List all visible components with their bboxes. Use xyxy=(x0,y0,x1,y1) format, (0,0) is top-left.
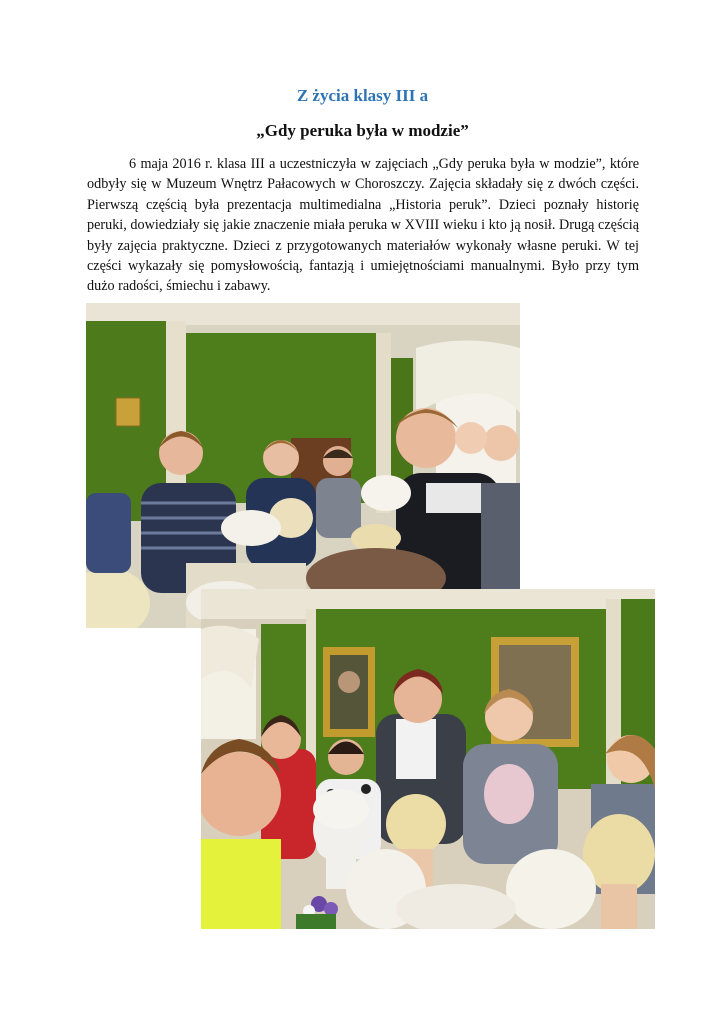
photo-workshop-girls-image xyxy=(201,589,655,929)
photo-workshop-boys-image xyxy=(86,303,520,628)
article-paragraph: 6 maja 2016 r. klasa III a uczestniczyła w zajęciach „Gdy peruka była w modzie”, które odbyły się w Muzeum Wnętrz Pałacowych w Choroszczy. Zajęcia składały się z dwóch części. Pierwszą częścią była prezentacja multimedialna „Historia peruk”. Dzieci poznały historię peruki, dowiedziały się jakie znaczenie miała peruka w XVIII wieku i kto ją nosił. Drugą częścią były zajęcia praktyczne. Dzieci z przygotowanych materiałów wykonały własne peruki. W tej części wykazały się pomysłowością, fantazją i umiejętnościami manualnymi. Było przy tym dużo radości, śmiechu i zabawy. xyxy=(87,156,639,295)
photo-workshop-girls xyxy=(201,589,655,929)
article-title: „Gdy peruka była w modzie” xyxy=(256,121,469,140)
photo-workshop-boys xyxy=(86,303,520,628)
section-title: Z życia klasy III a xyxy=(296,86,429,105)
